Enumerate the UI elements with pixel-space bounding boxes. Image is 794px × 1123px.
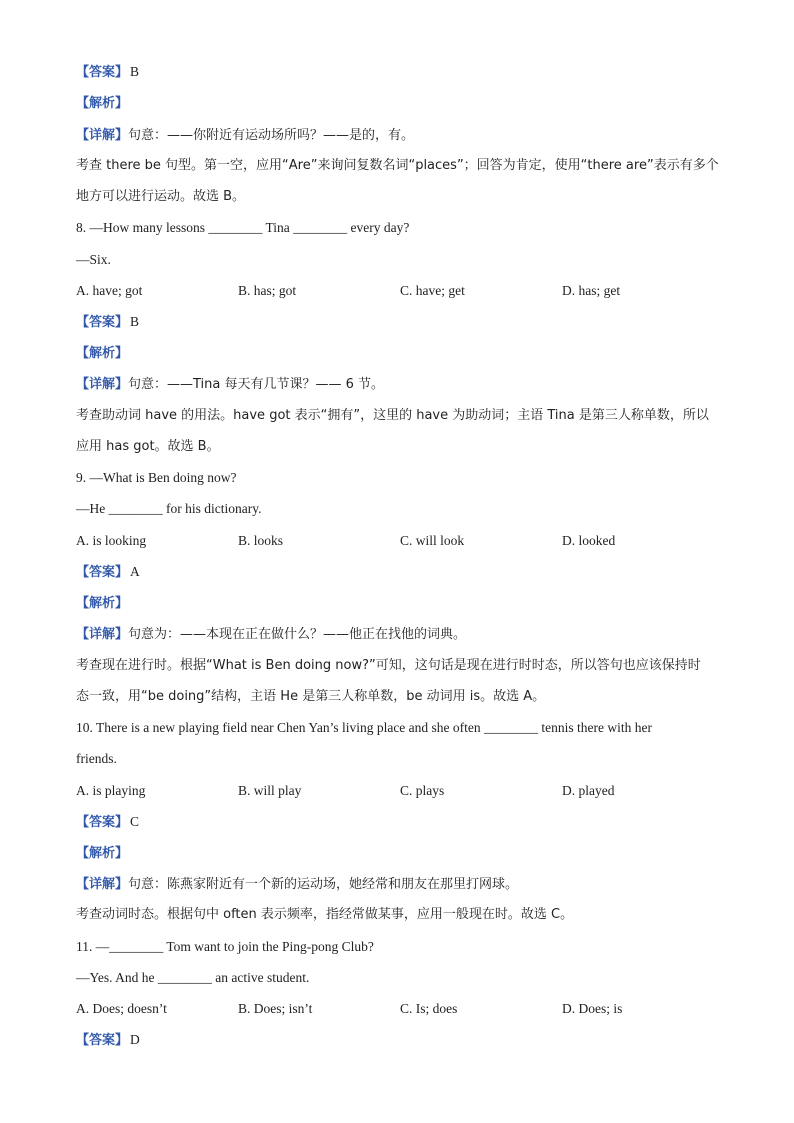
question-text: 10. There is a new playing field near Chen Yan’s living place and she often ________ tennis there with her bbox=[76, 720, 652, 735]
answer-tag: 【答案】 bbox=[76, 565, 129, 580]
option-b: B. Does; isn’t bbox=[238, 1001, 313, 1016]
answer-line bbox=[76, 1031, 140, 1050]
option-d: D. Does; is bbox=[562, 1001, 623, 1016]
explanation-text: 应用 has got。故选 B。 bbox=[76, 439, 220, 454]
question-text-continued: friends. bbox=[76, 751, 117, 766]
option-c: C. will look bbox=[400, 533, 465, 548]
question-response: —Yes. And he ________ an active student. bbox=[76, 970, 310, 985]
explanation-text: 态一致，用“be doing”结构，主语 He 是第三人称单数，be 动词用 is。故选 A。 bbox=[76, 689, 546, 704]
explanation-text: 考查动词时态。根据句中 often 表示频率，指经常做某事，应用一般现在时。故选 C。 bbox=[76, 907, 574, 922]
detail-text: 句意：陈燕家附近有一个新的运动场，她经常和朋友在那里打网球。 bbox=[128, 877, 519, 892]
detail-line bbox=[76, 875, 518, 894]
answer-tag: 【答案】 bbox=[76, 65, 129, 80]
option-d: D. looked bbox=[562, 533, 616, 548]
options-row bbox=[76, 282, 736, 300]
analysis-line bbox=[76, 844, 128, 863]
answer-tag: 【答案】 bbox=[76, 815, 129, 830]
answer-value: A bbox=[130, 564, 140, 579]
question-response: —He ________ for his dictionary. bbox=[76, 501, 262, 516]
detail-tag: 【详解】 bbox=[76, 128, 129, 143]
detail-text: 句意：——Tina 每天有几节课？—— 6 节。 bbox=[128, 377, 385, 392]
option-b: B. looks bbox=[238, 533, 284, 548]
option-c: C. plays bbox=[400, 783, 445, 798]
option-a: A. have; got bbox=[76, 283, 143, 298]
option-a: A. is looking bbox=[76, 533, 147, 548]
explanation-text: 考查现在进行时。根据“What is Ben doing now?”可知，这句话是现在进行时时态，所以答句也应该保持时 bbox=[76, 658, 701, 673]
detail-line bbox=[76, 126, 414, 145]
answer-value: C bbox=[130, 814, 140, 829]
analysis-line bbox=[76, 344, 128, 363]
option-c: C. have; get bbox=[400, 283, 465, 298]
analysis-tag: 【解析】 bbox=[76, 346, 129, 361]
option-d: D. played bbox=[562, 783, 615, 798]
answer-value: B bbox=[130, 64, 140, 79]
answer-value: B bbox=[130, 314, 140, 329]
explanation-text: 地方可以进行运动。故选 B。 bbox=[76, 189, 246, 204]
analysis-tag: 【解析】 bbox=[76, 96, 129, 111]
answer-value: D bbox=[130, 1032, 140, 1047]
detail-line bbox=[76, 375, 384, 394]
answer-line bbox=[76, 813, 139, 832]
answer-line bbox=[76, 63, 139, 82]
option-a: A. is playing bbox=[76, 783, 146, 798]
question-text: 11. —________ Tom want to join the Ping-pong Club? bbox=[76, 939, 374, 954]
answer-line bbox=[76, 563, 140, 582]
answer-tag: 【答案】 bbox=[76, 1033, 129, 1048]
question-text: 9. —What is Ben doing now? bbox=[76, 470, 237, 485]
option-b: B. has; got bbox=[238, 283, 297, 298]
question-text: 8. —How many lessons ________ Tina ________ every day? bbox=[76, 220, 410, 235]
detail-tag: 【详解】 bbox=[76, 627, 129, 642]
option-c: C. Is; does bbox=[400, 1001, 458, 1016]
option-d: D. has; get bbox=[562, 283, 621, 298]
explanation-text: 考查助动词 have 的用法。have got 表示“拥有”，这里的 have 为助动词；主语 Tina 是第三人称单数，所以 bbox=[76, 408, 709, 423]
analysis-tag: 【解析】 bbox=[76, 846, 129, 861]
option-a: A. Does; doesn’t bbox=[76, 1001, 167, 1016]
detail-tag: 【详解】 bbox=[76, 877, 129, 892]
analysis-tag: 【解析】 bbox=[76, 596, 129, 611]
option-b: B. will play bbox=[238, 783, 302, 798]
analysis-line bbox=[76, 594, 128, 613]
detail-text: 句意为：——本现在正在做什么？——他正在找他的词典。 bbox=[128, 627, 467, 642]
answer-tag: 【答案】 bbox=[76, 315, 129, 330]
options-row bbox=[76, 782, 736, 800]
detail-line bbox=[76, 625, 466, 644]
detail-tag: 【详解】 bbox=[76, 377, 129, 392]
detail-text: 句意：——你附近有运动场所吗？——是的，有。 bbox=[128, 128, 415, 143]
analysis-line bbox=[76, 94, 128, 113]
answer-line bbox=[76, 313, 139, 332]
explanation-text: 考查 there be 句型。第一空，应用“Are”来询问复数名词“places”；回答为肯定，使用“there are”表示有多个 bbox=[76, 158, 719, 173]
question-response: —Six. bbox=[76, 252, 111, 267]
options-row bbox=[76, 532, 736, 550]
options-row bbox=[76, 1000, 736, 1018]
